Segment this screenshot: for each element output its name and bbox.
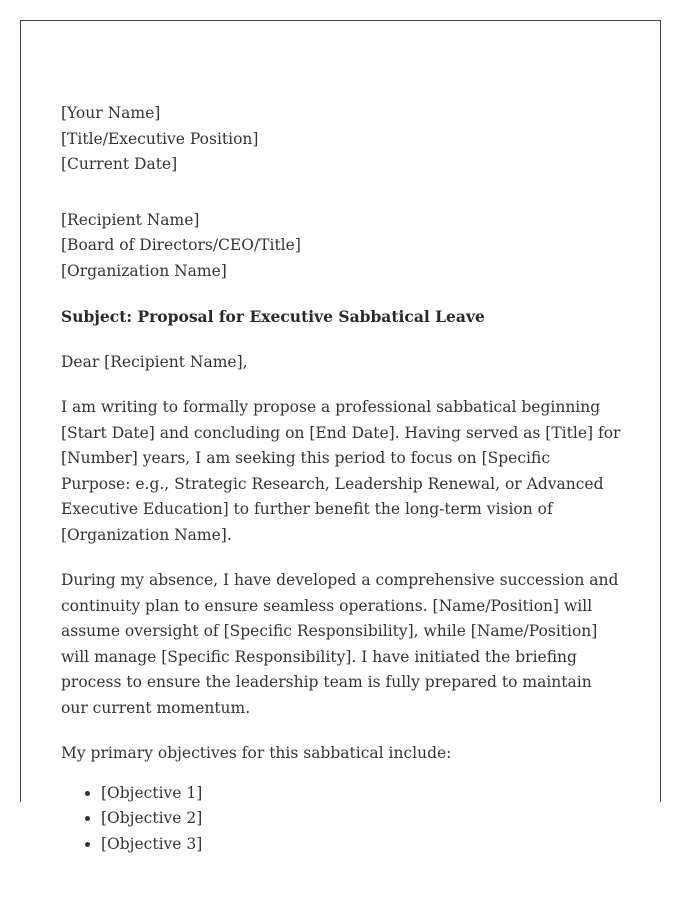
list-item: • [Objective 1] — [101, 781, 621, 807]
recipient-title: [Board of Directors/CEO/Title] — [61, 236, 301, 254]
letter-page — [20, 20, 661, 853]
subject-line: Subject: Proposal for Executive Sabbatical Leave — [61, 307, 485, 326]
objectives-list — [61, 781, 621, 858]
recipient-block — [61, 208, 621, 285]
list-item: • [Objective 3] — [101, 832, 621, 858]
salutation: Dear [Recipient Name], — [61, 352, 248, 371]
paragraph-intro: I am writing to formally propose a professional sabbatical beginning [Start Date] and concluding on [End Date]. Having served as [Title] for [Number] years, I am seeking this period to focus on [Specific Purpose: e.g., Strategic Research, Leadership Renewal, or Advanced Executive Education] to further benefit the long-term vision of [Organization Name]. — [61, 398, 621, 544]
recipient-organization: [Organization Name] — [61, 261, 227, 280]
objectives-intro: My primary objectives for this sabbatical include: — [61, 744, 452, 762]
sender-name: [Your Name] — [61, 104, 161, 122]
sender-date: [Current Date] — [61, 155, 178, 173]
list-item: • [Objective 2] — [101, 806, 621, 832]
letter-content — [61, 101, 621, 857]
recipient-name: [Recipient Name] — [61, 210, 200, 229]
paragraph-succession: During my absence, I have developed a comprehensive succession and continuity plan to ensure seamless operations. [Name/Position] will assume oversight of [Specific Responsibility], while [Name/Position] will manage [Specific Responsibility]. I have initiated the briefing process to ensure the leadership team is fully prepared to maintain our current momentum. — [61, 571, 619, 717]
sender-title: [Title/Executive Position] — [61, 129, 259, 148]
sender-block — [61, 101, 621, 178]
